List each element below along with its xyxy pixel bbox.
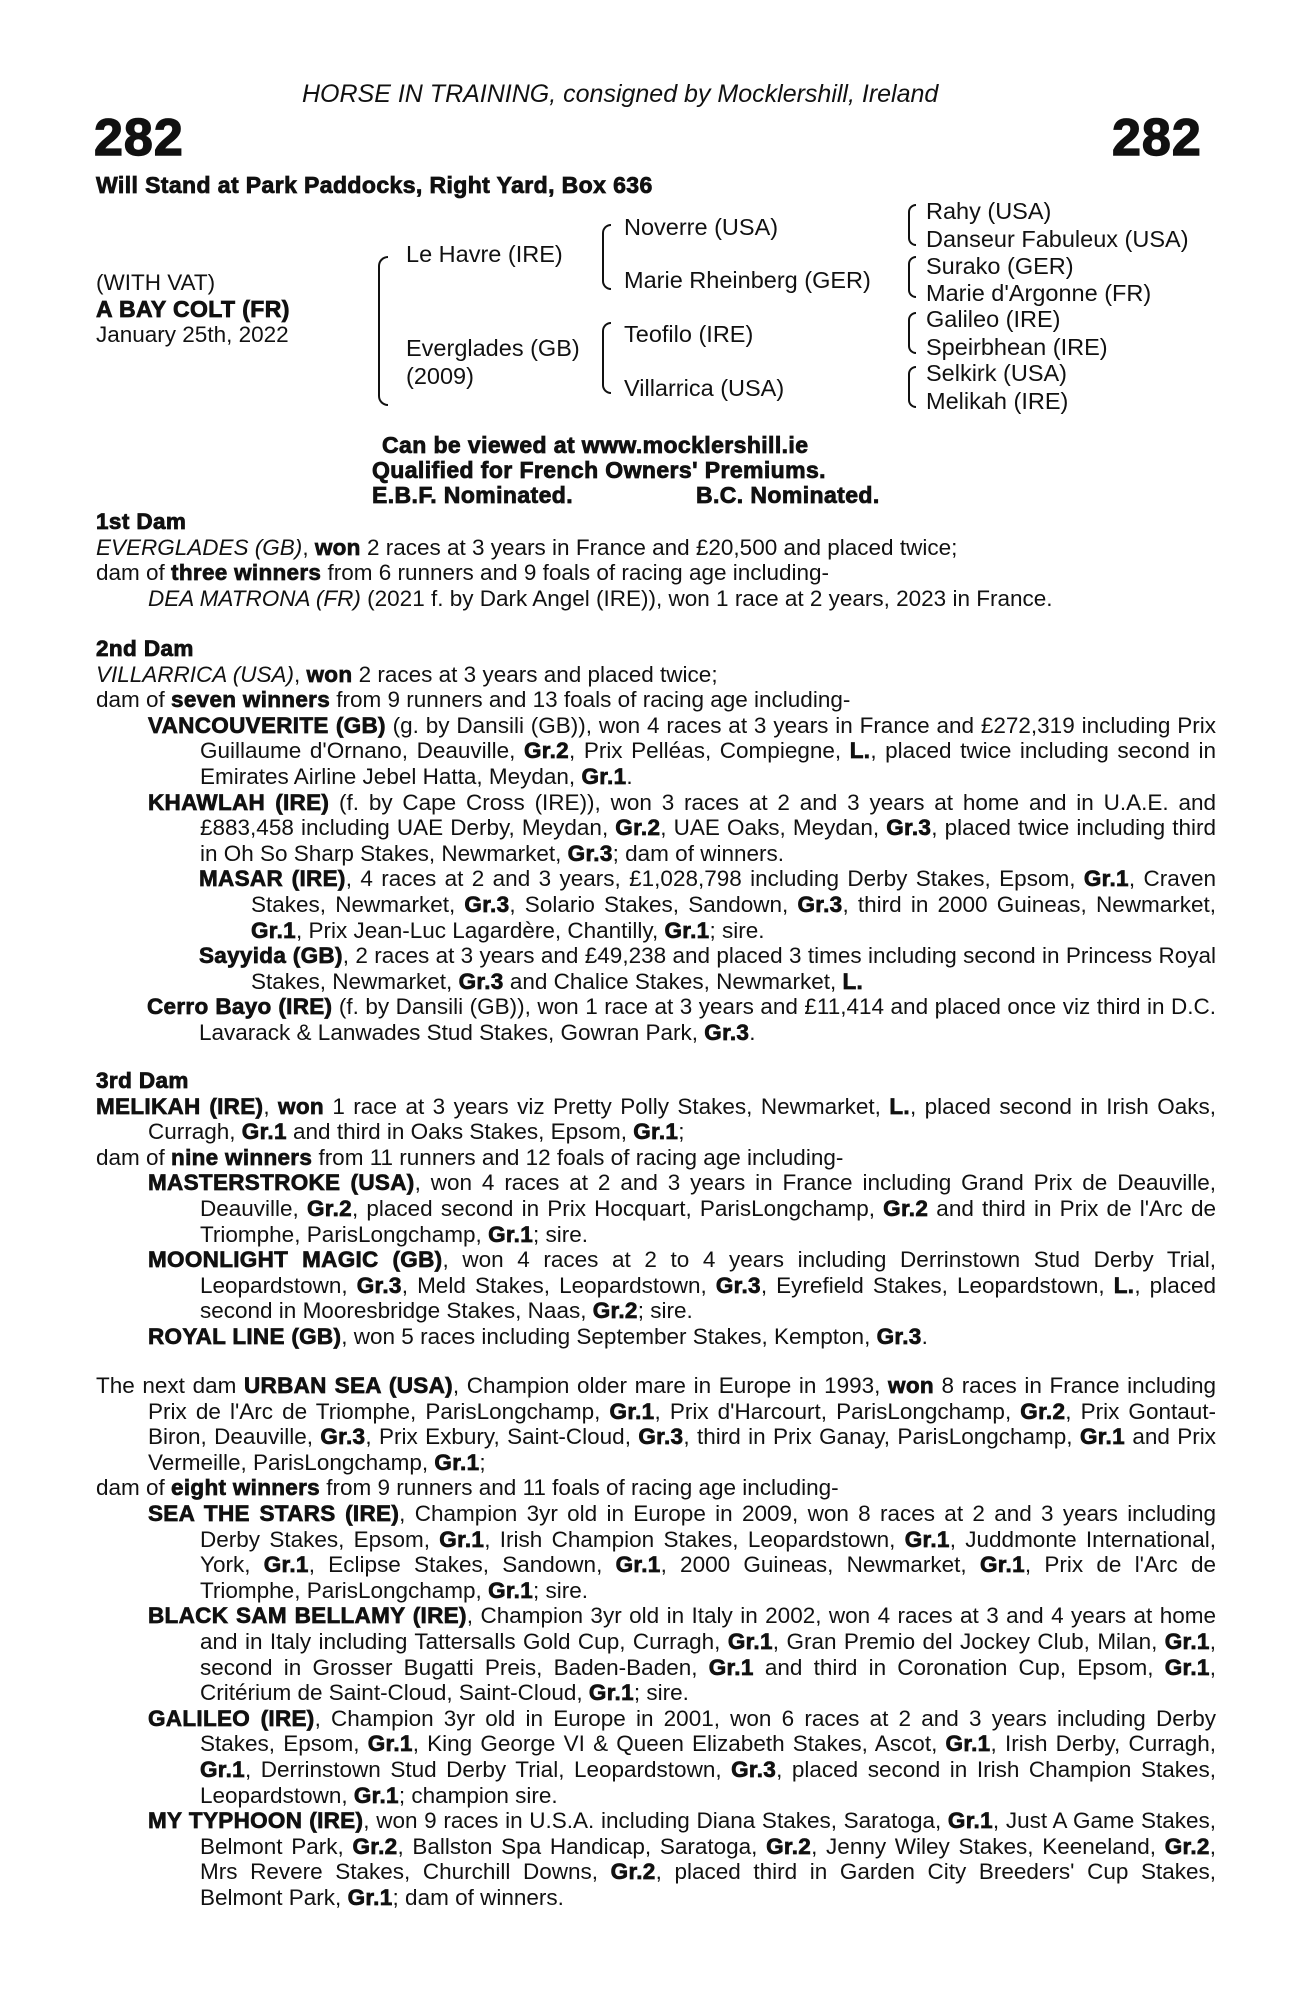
grade-label: Gr.3 [320, 1424, 366, 1450]
sire-name: Le Havre (IRE) [406, 241, 563, 267]
next-dam-record: , Champion older mare in Europe in 1993, [452, 1373, 889, 1398]
produce-record: , Just A Game Stakes, Belmont Park, [200, 1808, 1216, 1859]
grade-label: Gr.2 [1164, 1833, 1210, 1859]
dam-dam: Villarrica (USA) [624, 375, 785, 401]
third-dam-produce: from 11 runners and 12 foals of racing age including- [312, 1144, 844, 1170]
produce-record: , Champion 3yr old in Europe in 2009, won 8 races at 2 and 3 years including Derby Stakes, Epsom, [200, 1500, 1217, 1552]
grade-label: Gr.3 [356, 1272, 402, 1298]
produce-entry [147, 994, 1217, 1045]
produce-record: , Critérium de Saint-Cloud, Saint-Cloud, [200, 1654, 1216, 1706]
grade-label: Gr.2 [766, 1833, 812, 1859]
produce-record: , 4 races at 2 and 3 years, £1,028,798 including Derby Stakes, Epsom, [345, 866, 1084, 892]
produce-record: , Prix Pelléas, Compiegne, [568, 738, 850, 764]
produce-record: , third in 2000 Guineas, Newmarket, [842, 891, 1216, 917]
second-dam-section: 2nd Dam VILLARRICA (USA), won 2 races at 3 years and placed twice; dam of seven winners from 9 runners and 13 foals of racing age including- VANCOUVERITE (GB) (g. by Dansili (GB)), won 4 races at 3 years in France and £272,319 including Prix Guillaume d'Ornano, Deauville, Gr.2, Prix Pelléas, Compiegne, L., placed twice including second in Emirates Airline Jebel Hatta, Meydan, Gr.1. KHAWLAH (IRE) (f. by Cape Cross (IRE)), won 3 races at 2 and 3 years at home and in U.A.E. and £883,458 including UAE Derby, Meydan, Gr.2, UAE Oaks, Meydan, Gr.3, placed twice including third in Oh So Sharp Stakes, Newmarket, Gr.3; dam of winners. MASAR (IRE), 4 races at 2 and 3 years, £1,028,798 including Derby Stakes, Epsom, Gr.1, Craven Stakes, Newmarket, Gr.3, Solario Stakes, Sandown, Gr.3, third in 2000 Guineas, Newmarket, Gr.1, Prix Jean-Luc Lagardère, Chantilly, Gr.1; sire. Sayyida (GB), 2 races at 3 years and £49,238 and placed 3 times including second in Princess Royal Stakes, Newmarket, Gr.3 and Chalice Stakes, Newmarket, L. Cerro Bayo (IRE) (f. by Dansili (GB)), won 1 race at 3 years and £11,414 and placed once viz third in D.C. Lavarack & Lanwades Stud Stakes, Gowran Park, Gr.3. [96, 636, 1217, 1045]
grade-label: Gr.1 [1079, 1424, 1125, 1450]
produce-name: KHAWLAH (IRE) [148, 789, 330, 815]
produce-entry [148, 1324, 1216, 1350]
great-granddam-4: Melikah (IRE) [926, 388, 1069, 414]
great-granddam-3: Speirbhean (IRE) [926, 334, 1108, 360]
produce-record: ; dam of winners. [392, 1884, 564, 1910]
produce-entry [199, 866, 1216, 943]
great-grandsire-3: Galileo (IRE) [926, 306, 1061, 332]
grade-label: Gr.1 [727, 1628, 773, 1654]
third-dam-record: and third in Oaks Stakes, Epsom, [286, 1119, 634, 1145]
first-dam-name: EVERGLADES (GB) [96, 534, 303, 560]
listed-label: L. [1113, 1272, 1135, 1298]
dam-name: Everglades (GB) [406, 335, 580, 361]
produce-name: BLACK SAM BELLAMY (IRE) [148, 1603, 467, 1629]
pedigree-brace-g3 [908, 312, 916, 354]
grade-label: Gr.3 [797, 891, 843, 917]
grade-label: Gr.3 [715, 1272, 761, 1298]
produce-record: . [749, 1019, 756, 1045]
produce-name: VANCOUVERITE (GB) [148, 712, 386, 738]
second-dam-produce: from 9 runners and 13 foals of racing age including- [330, 687, 851, 713]
dam-year: (2009) [406, 363, 474, 389]
next-dam-produce: from 9 runners and 11 foals of racing age including- [319, 1475, 839, 1501]
produce-record: , Eclipse Stakes, Sandown, [308, 1552, 616, 1578]
great-grandsire-1: Rahy (USA) [926, 198, 1052, 224]
produce-record: , won 5 races including September Stakes, Kempton, [341, 1323, 877, 1349]
produce-record: ; sire. [709, 917, 765, 943]
second-dam-name: VILLARRICA (USA) [96, 661, 294, 687]
produce-record: , Gran Premio del Jockey Club, Milan, [772, 1628, 1165, 1654]
produce-name: MASAR (IRE) [199, 866, 346, 892]
produce-record: , Solario Stakes, Sandown, [509, 891, 798, 917]
produce-record: , King George VI & Queen Elizabeth Stakes, Ascot, [412, 1731, 946, 1757]
produce-name: Sayyida (GB) [199, 943, 343, 969]
produce-record: , UAE Oaks, Meydan, [660, 815, 887, 841]
produce-record: , Ballston Spa Handicap, Saratoga, [397, 1833, 767, 1859]
grade-label: Gr.1 [200, 1756, 245, 1782]
produce-record: , Juddmonte International, York, [200, 1526, 1216, 1578]
first-dam-record: 2 races at 3 years in France and £20,500 and placed twice; [360, 534, 958, 560]
produce-name: GALILEO (IRE) [148, 1705, 315, 1731]
produce-entry [199, 943, 1216, 994]
listed-label: L. [849, 738, 871, 764]
next-dam-section [96, 1373, 1216, 1910]
won-label: won [888, 1373, 934, 1398]
produce-record: , placed second in Mooresbridge Stakes, Naas, [200, 1272, 1216, 1324]
third-dam-record: , placed second in Irish Oaks, Curragh, [148, 1093, 1216, 1145]
grade-label: Gr.2 [615, 815, 661, 841]
next-dam-record: ; [479, 1449, 486, 1475]
winners-count: three winners [171, 560, 322, 586]
grade-label: Gr.1 [945, 1731, 991, 1757]
grade-label: Gr.1 [367, 1731, 413, 1757]
grade-label: Gr.1 [708, 1654, 754, 1680]
next-dam-record: , Prix Exbury, Saint-Cloud, [365, 1424, 639, 1450]
grade-label: Gr.2 [523, 738, 569, 764]
second-dam-title: 2nd Dam [96, 636, 194, 661]
produce-name: SEA THE STARS (IRE) [148, 1500, 400, 1526]
horse-dob: January 25th, 2022 [96, 322, 289, 347]
listed-label: L. [889, 1093, 910, 1119]
produce-record: and Chalice Stakes, Newmarket, [503, 968, 843, 994]
produce-name: MASTERSTROKE (USA) [148, 1170, 415, 1196]
horse-name: A BAY COLT (FR) [96, 296, 290, 322]
grade-label: Gr.1 [609, 1398, 655, 1424]
produce-record: . [921, 1323, 928, 1349]
winners-count: seven winners [171, 687, 331, 713]
first-dam-section: 1st Dam EVERGLADES (GB), won 2 races at 3 years in France and £20,500 and placed twice; dam of three winners from 6 runners and 9 foals of racing age including- DEA MATRONA (FR) (2021 f. by Dark Angel (IRE)), won 1 race at 2 years, 2023 in France. [96, 509, 1216, 611]
produce-record: , placed second in Irish Champion Stakes, Leopardstown, [200, 1756, 1216, 1808]
won-label: won [278, 1093, 324, 1119]
produce-record: ; sire. [533, 1577, 589, 1603]
pedigree-brace-g2 [908, 256, 916, 298]
produce-record: , placed second in Prix Hocquart, ParisLongchamp, [351, 1195, 884, 1221]
third-dam-record: 1 race at 3 years viz Pretty Polly Stakes, Newmarket, [323, 1093, 890, 1119]
produce-entry [148, 1603, 1216, 1705]
produce-entry [148, 713, 1216, 790]
third-dam-name: MELIKAH (IRE) [96, 1093, 264, 1119]
third-dam-record: ; [678, 1119, 685, 1145]
produce-record: ; sire. [637, 1298, 693, 1324]
produce-record: , Champion 3yr old in Europe in 2001, won 6 races at 2 and 3 years including Derby Stakes, Epsom, [200, 1705, 1216, 1757]
next-dam-intro: The next dam [96, 1373, 244, 1398]
grade-label: Gr.3 [704, 1019, 750, 1045]
produce-record: , Prix Jean-Luc Lagardère, Chantilly, [295, 917, 665, 943]
produce-record: , Irish Champion Stakes, Leopardstown, [484, 1526, 905, 1552]
pedigree-brace-g4 [908, 366, 916, 408]
produce-record: ; sire. [633, 1680, 689, 1706]
dam-of-label: dam of [96, 560, 172, 586]
grade-label: Gr.1 [947, 1808, 993, 1834]
next-dam-record: and Prix Vermeille, ParisLongchamp, [148, 1424, 1216, 1475]
grade-label: Gr.2 [306, 1195, 352, 1221]
grade-label: Gr.1 [434, 1449, 480, 1475]
bc-note: B.C. Nominated. [696, 482, 880, 508]
produce-record: ; dam of winners. [612, 840, 784, 866]
grade-label: Gr.1 [347, 1884, 393, 1910]
stand-location: Will Stand at Park Paddocks, Right Yard, Box 636 [96, 172, 653, 198]
third-dam-section: 3rd Dam MELIKAH (IRE), won 1 race at 3 years viz Pretty Polly Stakes, Newmarket, L., placed second in Irish Oaks, Curragh, Gr.1 and third in Oaks Stakes, Epsom, Gr.1; dam of nine winners from 11 runners and 12 foals of racing age including- MASTERSTROKE (USA), won 4 races at 2 and 3 years in France including Grand Prix de Deauville, Deauville, Gr.2, placed second in Prix Hocquart, ParisLongchamp, Gr.2 and third in Prix de l'Arc de Triomphe, ParisLongchamp, Gr.1; sire. MOONLIGHT MAGIC (GB), won 4 races at 2 to 4 years including Derrinstown Stud Derby Trial, Leopardstown, Gr.3, Meld Stakes, Leopardstown, Gr.3, Eyrefield Stakes, Leopardstown, L., placed second in Mooresbridge Stakes, Naas, Gr.2; sire. ROYAL LINE (GB), won 5 races including September Stakes, Kempton, Gr.3. [96, 1068, 1217, 1349]
grade-label: Gr.1 [251, 917, 296, 943]
great-granddam-2: Marie d'Argonne (FR) [926, 280, 1152, 306]
produce-name: ROYAL LINE (GB) [148, 1323, 342, 1349]
produce-record: , won 4 races at 2 and 3 years in France including Grand Prix de Deauville, Deauville, [200, 1170, 1216, 1221]
grade-label: Gr.2 [610, 1859, 656, 1885]
won-label: won [314, 534, 361, 560]
produce-entry [148, 1706, 1216, 1808]
grade-label: Gr.3 [458, 968, 504, 994]
lot-number-right: 282 [1112, 109, 1202, 167]
great-grandsire-4: Selkirk (USA) [926, 360, 1068, 386]
grade-label: Gr.1 [1083, 866, 1129, 892]
first-dam-title: 1st Dam [96, 509, 187, 534]
first-dam-produce: from 6 runners and 9 foals of racing age including- [321, 560, 830, 586]
lot-number-left: 282 [94, 109, 184, 167]
sire-dam: Marie Rheinberg (GER) [624, 267, 871, 293]
dam-sire: Teofilo (IRE) [624, 321, 754, 347]
produce-record: , Meld Stakes, Leopardstown, [401, 1272, 716, 1298]
produce-name: Cerro Bayo (IRE) [147, 994, 333, 1020]
pedigree-brace-dam [602, 322, 611, 394]
viewing-note: Can be viewed at www.mocklershill.ie [382, 432, 809, 458]
grade-label: Gr.1 [439, 1526, 485, 1552]
grade-label: Gr.1 [263, 1552, 309, 1578]
grade-label: Gr.1 [979, 1552, 1025, 1578]
produce-record: ; sire. [533, 1221, 589, 1247]
ebf-note: E.B.F. Nominated. [372, 482, 574, 508]
produce-record: , Jenny Wiley Stakes, Keeneland, [811, 1833, 1165, 1859]
produce-record: , Irish Derby, Curragh, [990, 1731, 1216, 1757]
produce-record: , Craven Stakes, Newmarket, [251, 866, 1216, 917]
sire-sire: Noverre (USA) [624, 214, 779, 240]
produce-record: , second in Grosser Bugatti Preis, Baden-Baden, [200, 1628, 1216, 1680]
produce-record: , Champion 3yr old in Italy in 2002, won 4 races at 3 and 4 years at home and in Italy including Tattersalls Gold Cup, Curragh, [200, 1603, 1216, 1654]
produce-record: (g. by Dansili (GB)), won 4 races at 3 years in France and £272,319 including Prix Guillaume d'Ornano, Deauville, [200, 712, 1216, 764]
winners-count: eight winners [171, 1475, 320, 1501]
foal-name: DEA MATRONA (FR) [148, 585, 361, 611]
grade-label: Gr.2 [352, 1833, 398, 1859]
grade-label: Gr.2 [592, 1298, 638, 1324]
grade-label: Gr.1 [588, 1680, 634, 1706]
next-dam-record: 8 races in France including Prix de l'Arc de Triomphe, ParisLongchamp, [148, 1373, 1216, 1424]
great-granddam-1: Danseur Fabuleux (USA) [926, 226, 1189, 252]
produce-record: , Eyrefield Stakes, Leopardstown, [760, 1272, 1114, 1298]
third-dam-title: 3rd Dam [96, 1068, 189, 1093]
produce-record: and third in Prix de l'Arc de Triomphe, ParisLongchamp, [200, 1195, 1216, 1247]
grade-label: Gr.2 [1020, 1398, 1066, 1424]
produce-entry [148, 1808, 1216, 1910]
produce-record: , Mrs Revere Stakes, Churchill Downs, [200, 1833, 1216, 1885]
produce-entry [148, 1247, 1216, 1324]
grade-label: Gr.1 [488, 1577, 534, 1603]
grade-label: Gr.1 [1164, 1654, 1210, 1680]
grade-label: Gr.2 [883, 1195, 929, 1221]
pedigree-brace-sire [602, 224, 611, 290]
grade-label: Gr.1 [904, 1526, 950, 1552]
winners-count: nine winners [171, 1144, 313, 1170]
grade-label: Gr.1 [581, 763, 627, 789]
grade-label: Gr.1 [633, 1119, 679, 1145]
won-label: won [306, 661, 353, 687]
grade-label: Gr.3 [731, 1756, 777, 1782]
produce-record: , won 4 races at 2 to 4 years including Derrinstown Stud Derby Trial, Leopardstown, [200, 1247, 1217, 1298]
grade-label: Gr.1 [241, 1119, 287, 1145]
next-dam-name: URBAN SEA (USA) [243, 1373, 453, 1398]
produce-record: ; champion sire. [398, 1782, 558, 1808]
great-grandsire-2: Surako (GER) [926, 253, 1074, 279]
grade-label: Gr.1 [1164, 1628, 1210, 1654]
next-dam-record: , Prix Gontaut-Biron, Deauville, [148, 1398, 1216, 1450]
produce-record: , Prix de l'Arc de Triomphe, ParisLongchamp, [200, 1552, 1217, 1603]
foal-record: (2021 f. by Dark Angel (IRE)), won 1 race at 2 years, 2023 in France. [360, 585, 1053, 611]
grade-label: Gr.1 [664, 917, 710, 943]
grade-label: Gr.3 [876, 1323, 922, 1349]
pedigree-brace-g1 [908, 204, 916, 246]
produce-record: , placed twice including third in Oh So Sharp Stakes, Newmarket, [200, 815, 1217, 866]
produce-record: , placed third in Garden City Breeders' Cup Stakes, Belmont Park, [200, 1859, 1216, 1910]
grade-label: Gr.1 [353, 1782, 399, 1808]
grade-label: Gr.1 [615, 1552, 661, 1578]
dam-of-label: dam of [96, 687, 172, 713]
pedigree-brace-main [378, 256, 388, 406]
produce-record: (f. by Cape Cross (IRE)), won 3 races at 2 and 3 years at home and in U.A.E. and £883,458 including UAE Derby, Meydan, [200, 789, 1216, 841]
produce-record: (f. by Dansili (GB)), won 1 race at 3 years and £11,414 and placed once viz third in D.C. Lavarack & Lanwades Stud Stakes, Gowran Park, [199, 994, 1217, 1045]
second-dam-record: 2 races at 3 years and placed twice; [352, 661, 718, 687]
produce-record: , won 9 races in U.S.A. including Diana Stakes, Saratoga, [363, 1808, 948, 1834]
consignment-heading: HORSE IN TRAINING, consigned by Mocklershill, Ireland [302, 80, 939, 108]
listed-label: L. [842, 968, 864, 994]
produce-name: MY TYPHOON (IRE) [148, 1808, 364, 1834]
grade-label: Gr.3 [464, 891, 510, 917]
dam-of-label: dam of [96, 1475, 172, 1501]
produce-record: . [626, 763, 633, 789]
grade-label: Gr.3 [567, 840, 613, 866]
produce-record: , 2 races at 3 years and £49,238 and placed 3 times including second in Princess Royal Stakes, Newmarket, [251, 943, 1217, 994]
grade-label: Gr.3 [638, 1424, 684, 1450]
produce-name: MOONLIGHT MAGIC (GB) [148, 1247, 443, 1273]
dam-of-label: dam of [96, 1144, 172, 1170]
next-dam-record: , Prix d'Harcourt, ParisLongchamp, [654, 1398, 1021, 1424]
produce-record: and third in Coronation Cup, Epsom, [753, 1654, 1165, 1680]
next-dam-record: , third in Prix Ganay, ParisLongchamp, [683, 1424, 1080, 1450]
premiums-note: Qualified for French Owners' Premiums. [372, 457, 826, 483]
vat-note: (WITH VAT) [96, 270, 216, 295]
grade-label: Gr.3 [886, 815, 932, 841]
grade-label: Gr.1 [488, 1221, 534, 1247]
produce-record: , placed twice including second in Emirates Airline Jebel Hatta, Meydan, [200, 738, 1216, 789]
produce-entry [148, 1501, 1216, 1603]
produce-entry [148, 1170, 1216, 1247]
produce-record: , Derrinstown Stud Derby Trial, Leopardstown, [244, 1756, 732, 1782]
produce-record: , 2000 Guineas, Newmarket, [660, 1552, 980, 1578]
produce-entry [148, 790, 1216, 867]
